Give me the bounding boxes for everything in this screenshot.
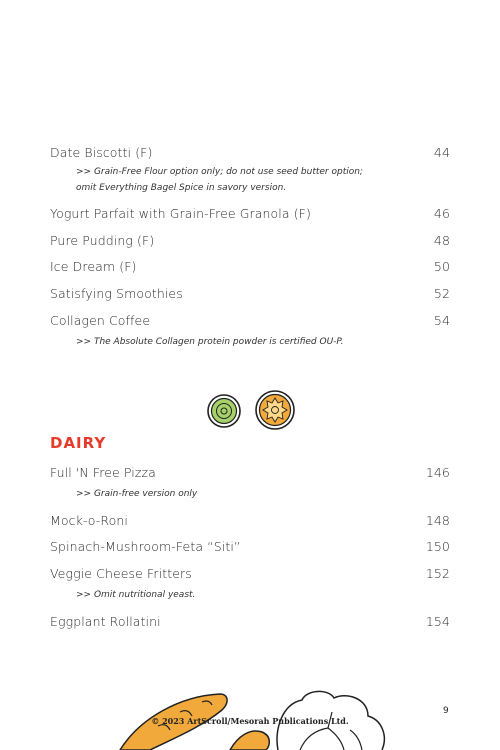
entry-note [76,334,406,350]
entry-page: 46 [433,206,450,221]
note-line: >> Omit nutritional yeast. [76,590,196,600]
note-line: omit Everything Bagel Spice in savory version. [76,183,287,193]
entry-page: 154 [425,614,450,629]
toc-entry [50,313,450,328]
entry-title: Full 'N Free Pizza [50,465,156,480]
entry-title: Spinach-Mushroom-Feta “Siti” [50,539,241,554]
copyright-notice: © 2023 ArtScroll/Mesorah Publications Ltd. [151,716,349,726]
toc-entry [50,539,450,554]
cucumber-slice-icon [208,395,240,427]
vegetable-slices-icon [205,390,300,434]
note-line: >> Grain-free version only [76,489,198,499]
entry-page: 148 [425,513,450,528]
note-line: >> Grain-Free Flour option only; do not use seed butter option; [76,167,363,177]
entry-page: 52 [433,286,450,301]
entry-title: Date Biscotti (F) [50,145,153,160]
toc-entry [50,145,450,160]
entry-title: Veggie Cheese Fritters [50,566,192,581]
toc-entry [50,233,450,248]
entry-page: 48 [433,233,450,248]
toc-entry [50,614,450,629]
entry-page: 150 [425,539,450,554]
entry-title: Pure Pudding (F) [50,233,155,248]
entry-title: Mock-o-Roni [50,513,128,528]
entry-page: 50 [433,259,450,274]
entry-note [76,164,406,196]
note-line: >> The Absolute Collagen protein powder is certified OU-P. [76,337,344,347]
entry-page: 44 [433,145,450,160]
entry-note [76,486,406,502]
entry-page: 54 [433,313,450,328]
entry-title: Yogurt Parfait with Grain-Free Granola (F) [50,206,311,221]
toc-entry [50,259,450,274]
entry-title: Eggplant Rollatini [50,614,161,629]
toc-entry [50,465,450,480]
entry-page: 146 [425,465,450,480]
toc-entry [50,286,450,301]
entry-note [76,587,406,603]
toc-entry [50,513,450,528]
entry-page: 152 [425,566,450,581]
entry-title: Satisfying Smoothies [50,286,183,301]
orange-slice-icon [256,391,294,429]
page-number: 9 [443,706,449,716]
section-heading: DAIRY [50,434,107,452]
toc-entry [50,566,450,581]
toc-entry [50,206,450,221]
entry-title: Ice Dream (F) [50,259,137,274]
entry-title: Collagen Coffee [50,313,151,328]
